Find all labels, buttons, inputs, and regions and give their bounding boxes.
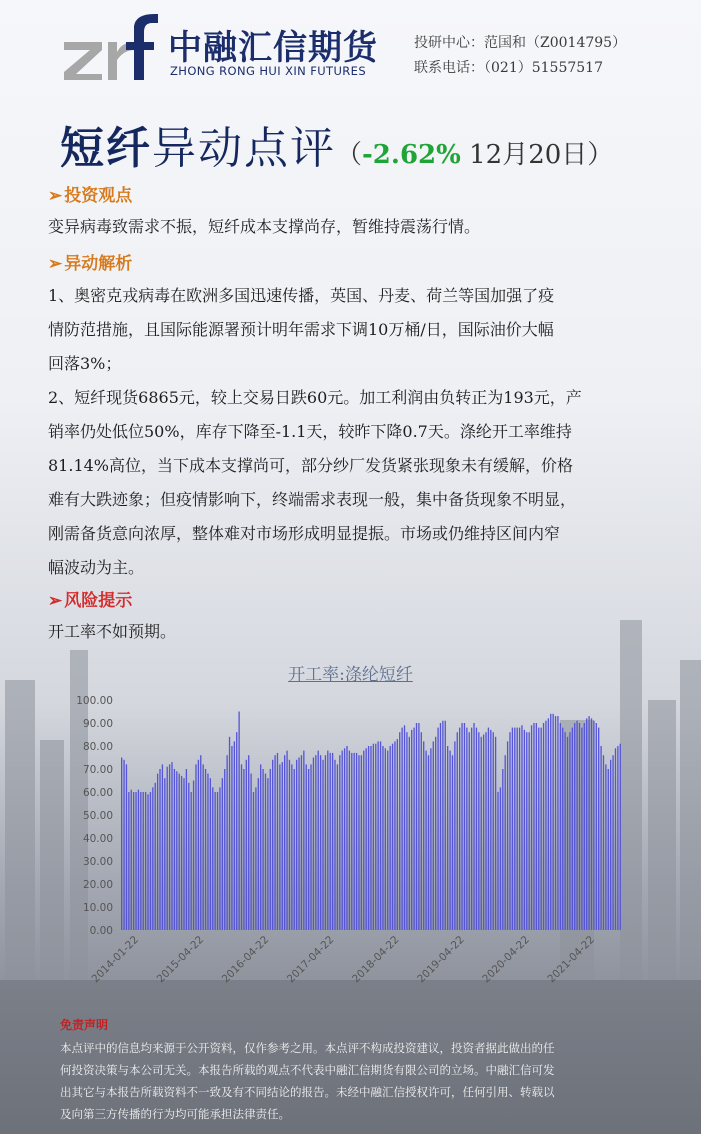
- chart-bar: [191, 792, 192, 930]
- analysis-line: 刚需备货意向浓厚，整体难对市场形成明显提振。市场或仍维持区间内窄: [48, 524, 561, 543]
- chart-bar: [512, 728, 513, 930]
- arrow-bullet-icon: ➢: [48, 254, 63, 274]
- chart-bar: [370, 746, 371, 930]
- analysis-line: 回落3%；: [48, 354, 122, 373]
- chart-bar: [481, 737, 482, 930]
- chart-bar: [334, 760, 335, 930]
- chart-bar: [521, 725, 522, 930]
- chart-bar: [298, 758, 299, 931]
- chart-bar: [226, 755, 227, 930]
- chart-bar: [262, 769, 263, 930]
- chart-bar: [591, 718, 592, 930]
- chart-bar: [529, 732, 530, 930]
- chart-bar: [471, 728, 472, 930]
- y-tick-label: 100.00: [76, 695, 113, 707]
- chart-bar: [500, 787, 501, 930]
- chart-bar: [214, 792, 215, 930]
- chart-bar: [366, 748, 367, 930]
- chart-bar: [536, 723, 537, 930]
- chart-bar: [488, 728, 489, 930]
- chart-bar: [409, 737, 410, 930]
- chart-bar: [394, 741, 395, 930]
- chart-bar: [171, 762, 172, 930]
- chart-bar: [464, 723, 465, 930]
- chart-bar: [210, 778, 211, 930]
- chart-bar: [603, 755, 604, 930]
- chart-bar: [461, 723, 462, 930]
- chart-bar: [588, 716, 589, 930]
- chart-bar: [531, 725, 532, 930]
- chart-bar: [416, 723, 417, 930]
- chart-bar: [234, 741, 235, 930]
- title-product: 短纤: [60, 123, 152, 174]
- chart-bar: [593, 721, 594, 930]
- chart-bar: [552, 714, 553, 930]
- chart-bar: [442, 721, 443, 930]
- chart-bar: [176, 771, 177, 930]
- chart-bar: [339, 755, 340, 930]
- utilization-bar-chart: [0, 688, 701, 1008]
- chart-bar: [576, 721, 577, 930]
- chart-bar: [354, 753, 355, 930]
- chart-bar: [138, 790, 139, 930]
- chart-bar: [169, 764, 170, 930]
- chart-bar: [238, 712, 239, 931]
- chart-bar: [574, 723, 575, 930]
- chart-bar: [382, 746, 383, 930]
- chart-bar: [449, 751, 450, 930]
- chart-bar: [222, 778, 223, 930]
- chart-bar: [493, 732, 494, 930]
- x-tick-label: 2014-01-22: [89, 933, 142, 986]
- chart-bar: [289, 760, 290, 930]
- chart-bar: [615, 748, 616, 930]
- chart-bar: [181, 776, 182, 930]
- chart-bar: [291, 764, 292, 930]
- company-name-en: ZHONG RONG HUI XIN FUTURES: [170, 64, 367, 78]
- section-risk-heading-text: 风险提示: [64, 591, 133, 611]
- chart-bar: [435, 737, 436, 930]
- chart-bar: [389, 746, 390, 930]
- chart-bar: [562, 728, 563, 930]
- chart-bar: [246, 760, 247, 930]
- chart-bar: [425, 751, 426, 930]
- chart-bar: [167, 767, 168, 930]
- chart-bar: [140, 792, 141, 930]
- chart-bar: [284, 755, 285, 930]
- chart-bar: [277, 753, 278, 930]
- y-tick-label: 90.00: [82, 718, 113, 730]
- analysis-line: 幅波动为主。: [48, 558, 145, 577]
- chart-bar: [133, 792, 134, 930]
- chart-bar: [473, 723, 474, 930]
- chart-bar: [231, 746, 232, 930]
- chart-bar: [392, 744, 393, 930]
- report-header: [0, 0, 701, 100]
- chart-bar: [598, 728, 599, 930]
- chart-bar: [567, 737, 568, 930]
- contact-block: [414, 31, 626, 81]
- chart-bar: [236, 732, 237, 930]
- chart-bar: [128, 792, 129, 930]
- chart-bar: [610, 760, 611, 930]
- chart-bar: [188, 783, 189, 930]
- chart-bar: [586, 718, 587, 930]
- chart-bar: [377, 741, 378, 930]
- chart-bar: [123, 760, 124, 930]
- chart-bar: [485, 732, 486, 930]
- chart-bar: [375, 744, 376, 930]
- chart-bar: [404, 725, 405, 930]
- contact-phone: 联系电话：（021）51557517: [414, 60, 603, 76]
- analysis-line: 2、短纤现货6865元，较上交易日跌60元。加工利润由负转正为193元，产: [48, 388, 582, 407]
- chart-bar: [545, 721, 546, 930]
- chart-bar: [195, 764, 196, 930]
- y-tick-label: 20.00: [82, 879, 113, 891]
- chart-bar: [476, 728, 477, 930]
- chart-bar: [159, 769, 160, 930]
- chart-bar: [517, 728, 518, 930]
- chart-bar: [397, 739, 398, 930]
- chart-bar: [505, 755, 506, 930]
- chart-bar: [150, 792, 151, 930]
- chart-bar: [490, 730, 491, 930]
- section-analysis-heading-text: 异动解析: [64, 254, 133, 274]
- chart-bar: [330, 753, 331, 930]
- y-tick-label: 40.00: [82, 833, 113, 845]
- chart-bar: [406, 732, 407, 930]
- chart-bar: [358, 755, 359, 930]
- chart-bar: [543, 723, 544, 930]
- chart-bar: [164, 778, 165, 930]
- chart-bar: [318, 751, 319, 930]
- x-tick-label: 2021-04-22: [545, 933, 598, 986]
- chart-bar: [541, 728, 542, 930]
- chart-bar: [550, 714, 551, 930]
- chart-bar: [437, 728, 438, 930]
- chart-bar: [555, 716, 556, 930]
- chart-bar: [469, 732, 470, 930]
- chart-bar: [279, 764, 280, 930]
- chart-bar: [581, 728, 582, 930]
- chart-bar: [193, 781, 194, 931]
- chart-bar: [368, 746, 369, 930]
- section-view-heading: [48, 181, 132, 206]
- y-tick-label: 0.00: [89, 925, 113, 937]
- chart-bar: [320, 755, 321, 930]
- chart-bar: [548, 718, 549, 930]
- chart-bar: [313, 758, 314, 931]
- chart-bar: [286, 751, 287, 930]
- section-risk-heading: [48, 586, 132, 611]
- x-tick-label: 2017-04-22: [284, 933, 337, 986]
- analysis-line: 销率仍处低位50%，库存下降至-1.1天，较昨下降0.7天。涤纶开工率维持: [48, 422, 572, 441]
- chart-bar: [502, 769, 503, 930]
- section-analysis-heading: [48, 249, 132, 274]
- chart-bar: [212, 787, 213, 930]
- chart-bar: [497, 792, 498, 930]
- chart-bar: [459, 728, 460, 930]
- disclaimer-body: [60, 1037, 555, 1125]
- chart-bar: [608, 769, 609, 930]
- chart-bar: [564, 732, 565, 930]
- chart-bar: [433, 741, 434, 930]
- chart-bar: [332, 753, 333, 930]
- chart-bar: [301, 755, 302, 930]
- chart-bar: [605, 764, 606, 930]
- chart-bar: [253, 792, 254, 930]
- chart-bar: [308, 769, 309, 930]
- analysis-line: 难有大跌迹象；但疫情影响下，终端需求表现一般，集中备货现象不明显，: [48, 490, 577, 509]
- disclaimer-line: 本点评中的信息均来源于公开资料，仅作参考之用。本点评不构成投资建议，投资者据此做出的任: [60, 1041, 555, 1055]
- disclaimer-line: 何投资决策与本公司无关。本报告所载的观点不代表中融汇信期货有限公司的立场。中融汇信可发: [60, 1063, 555, 1077]
- chart-bar: [612, 755, 613, 930]
- chart-bar: [509, 732, 510, 930]
- chart-bar: [351, 753, 352, 930]
- chart-bar: [483, 735, 484, 931]
- chart-bar: [584, 723, 585, 930]
- company-name-cn: 中融汇信期货: [168, 28, 378, 68]
- chart-bar: [519, 728, 520, 930]
- y-tick-label: 60.00: [82, 787, 113, 799]
- arrow-bullet-icon: ➢: [48, 186, 63, 206]
- chart-bar: [265, 774, 266, 930]
- chart-bar: [325, 755, 326, 930]
- chart-bar: [258, 778, 259, 930]
- chart-bar: [387, 751, 388, 930]
- chart-bar: [457, 732, 458, 930]
- chart-bar: [538, 728, 539, 930]
- chart-bar: [579, 723, 580, 930]
- analysis-line: 81.14%高位，当下成本支撑尚可，部分纱厂发货紧张现象未有缓解，价格: [48, 456, 574, 475]
- chart-bar: [524, 730, 525, 930]
- chart-bar: [411, 730, 412, 930]
- contact-analyst: 投研中心：范国和（Z0014795）: [414, 35, 627, 51]
- y-tick-label: 80.00: [82, 741, 113, 753]
- x-tick-label: 2020-04-22: [480, 933, 532, 986]
- y-tick-label: 50.00: [82, 810, 113, 822]
- chart-bar: [413, 728, 414, 930]
- chart-bar: [533, 723, 534, 930]
- chart-bar: [183, 778, 184, 930]
- chart-bar: [200, 755, 201, 930]
- chart-bar: [342, 751, 343, 930]
- disclaimer-line: 出其它与本报告所载资料不一致及有不同结论的报告。未经中融汇信授权许可，任何引用、转载以: [60, 1085, 555, 1099]
- chart-bar: [620, 744, 621, 930]
- chart-bar: [217, 792, 218, 930]
- chart-bar: [454, 741, 455, 930]
- chart-bar: [203, 764, 204, 930]
- chart-bar: [270, 769, 271, 930]
- disclaimer-heading: 免责声明: [60, 1018, 109, 1032]
- title-paren-open: （: [336, 140, 363, 170]
- chart-bar: [294, 769, 295, 930]
- chart-bar: [224, 769, 225, 930]
- title-date: 12月20日）: [460, 140, 614, 170]
- chart-bar: [430, 748, 431, 930]
- title-type: 异动点评: [152, 123, 336, 174]
- chart-bar: [147, 794, 148, 930]
- chart-bar: [495, 737, 496, 930]
- chart-bar: [466, 728, 467, 930]
- analysis-line: 情防范措施，且国际能源署预计明年需求下调10万桶/日，国际油价大幅: [48, 320, 554, 339]
- chart-bar: [155, 783, 156, 930]
- chart-bar: [526, 732, 527, 930]
- chart-bar: [363, 751, 364, 930]
- chart-bar: [560, 723, 561, 930]
- chart-bar: [423, 741, 424, 930]
- chart-bar: [219, 787, 220, 930]
- chart-bar: [296, 760, 297, 930]
- chart-bar: [373, 744, 374, 930]
- chart-bar: [596, 723, 597, 930]
- analysis-line: 1、奥密克戎病毒在欧洲多国迅速传播，英国、丹麦、荷兰等国加强了疫: [48, 286, 555, 305]
- chart-bar: [349, 751, 350, 930]
- chart-bar: [399, 732, 400, 930]
- chart-bar: [401, 728, 402, 930]
- chart-bar: [162, 764, 163, 930]
- x-tick-label: 2019-04-22: [415, 933, 467, 986]
- chart-bar: [557, 716, 558, 930]
- chart-bar: [303, 751, 304, 930]
- chart-bar: [452, 755, 453, 930]
- y-tick-label: 30.00: [82, 856, 113, 868]
- report-title: [60, 112, 613, 176]
- chart-bar: [385, 748, 386, 930]
- chart-bar: [310, 764, 311, 930]
- x-tick-label: 2016-04-22: [219, 933, 272, 986]
- chart-bar: [344, 748, 345, 930]
- section-view-text: 变异病毒致需求不振，短纤成本支撑尚存，暂维持震荡行情。: [48, 217, 481, 236]
- chart-bar: [346, 746, 347, 930]
- y-tick-label: 10.00: [82, 902, 113, 914]
- chart-bar: [421, 732, 422, 930]
- chart-bar: [447, 746, 448, 930]
- chart-bar: [380, 741, 381, 930]
- chart-bar: [356, 753, 357, 930]
- chart-bar: [514, 728, 515, 930]
- chart-bar: [248, 755, 249, 930]
- chart-bar: [157, 774, 158, 930]
- chart-bar: [186, 769, 187, 930]
- disclaimer-line: 及向第三方传播的行为均可能承担法律责任。: [60, 1107, 290, 1121]
- chart-bar: [126, 764, 127, 930]
- chart-bar: [478, 732, 479, 930]
- chart-bar: [507, 741, 508, 930]
- chart-bar: [152, 787, 153, 930]
- chart-bar: [337, 764, 338, 930]
- chart-bar: [569, 732, 570, 930]
- x-tick-label: 2018-04-22: [350, 933, 402, 986]
- chart-bar: [198, 760, 199, 930]
- chart-bar: [306, 764, 307, 930]
- section-risk-text: 开工率不如预期。: [48, 622, 177, 641]
- title-change-percent: -2.62%: [362, 140, 461, 170]
- chart-bar: [131, 790, 132, 930]
- chart-bar: [274, 755, 275, 930]
- chart-bar: [282, 762, 283, 930]
- chart-title: 开工率:涤纶短纤: [288, 665, 413, 685]
- chart-bar: [121, 758, 122, 931]
- x-tick-label: 2015-04-22: [154, 933, 207, 986]
- chart-bar: [322, 760, 323, 930]
- chart-bar: [145, 792, 146, 930]
- chart-bar: [600, 746, 601, 930]
- chart-bar: [205, 769, 206, 930]
- chart-bar: [440, 723, 441, 930]
- chart-bar: [243, 769, 244, 930]
- chart-bar: [327, 751, 328, 930]
- chart-bar: [267, 778, 268, 930]
- y-tick-label: 70.00: [82, 764, 113, 776]
- chart-bar: [207, 774, 208, 930]
- chart-bar: [418, 723, 419, 930]
- section-view-heading-text: 投资观点: [64, 186, 133, 206]
- chart-bar: [135, 792, 136, 930]
- chart-bar: [260, 764, 261, 930]
- chart-bar: [272, 760, 273, 930]
- chart-bar: [361, 755, 362, 930]
- chart-bar: [572, 728, 573, 930]
- chart-bar: [255, 787, 256, 930]
- chart-bar: [250, 774, 251, 930]
- company-logo-icon: [62, 12, 162, 80]
- chart-bar: [445, 721, 446, 930]
- chart-bar: [241, 764, 242, 930]
- arrow-bullet-icon: ➢: [48, 591, 63, 611]
- chart-bar: [315, 755, 316, 930]
- chart-bar: [174, 769, 175, 930]
- chart-bar: [179, 774, 180, 930]
- chart-bar: [229, 737, 230, 930]
- chart-bar: [617, 746, 618, 930]
- chart-bar: [143, 792, 144, 930]
- section-analysis-text: [48, 279, 664, 585]
- chart-bar: [428, 755, 429, 930]
